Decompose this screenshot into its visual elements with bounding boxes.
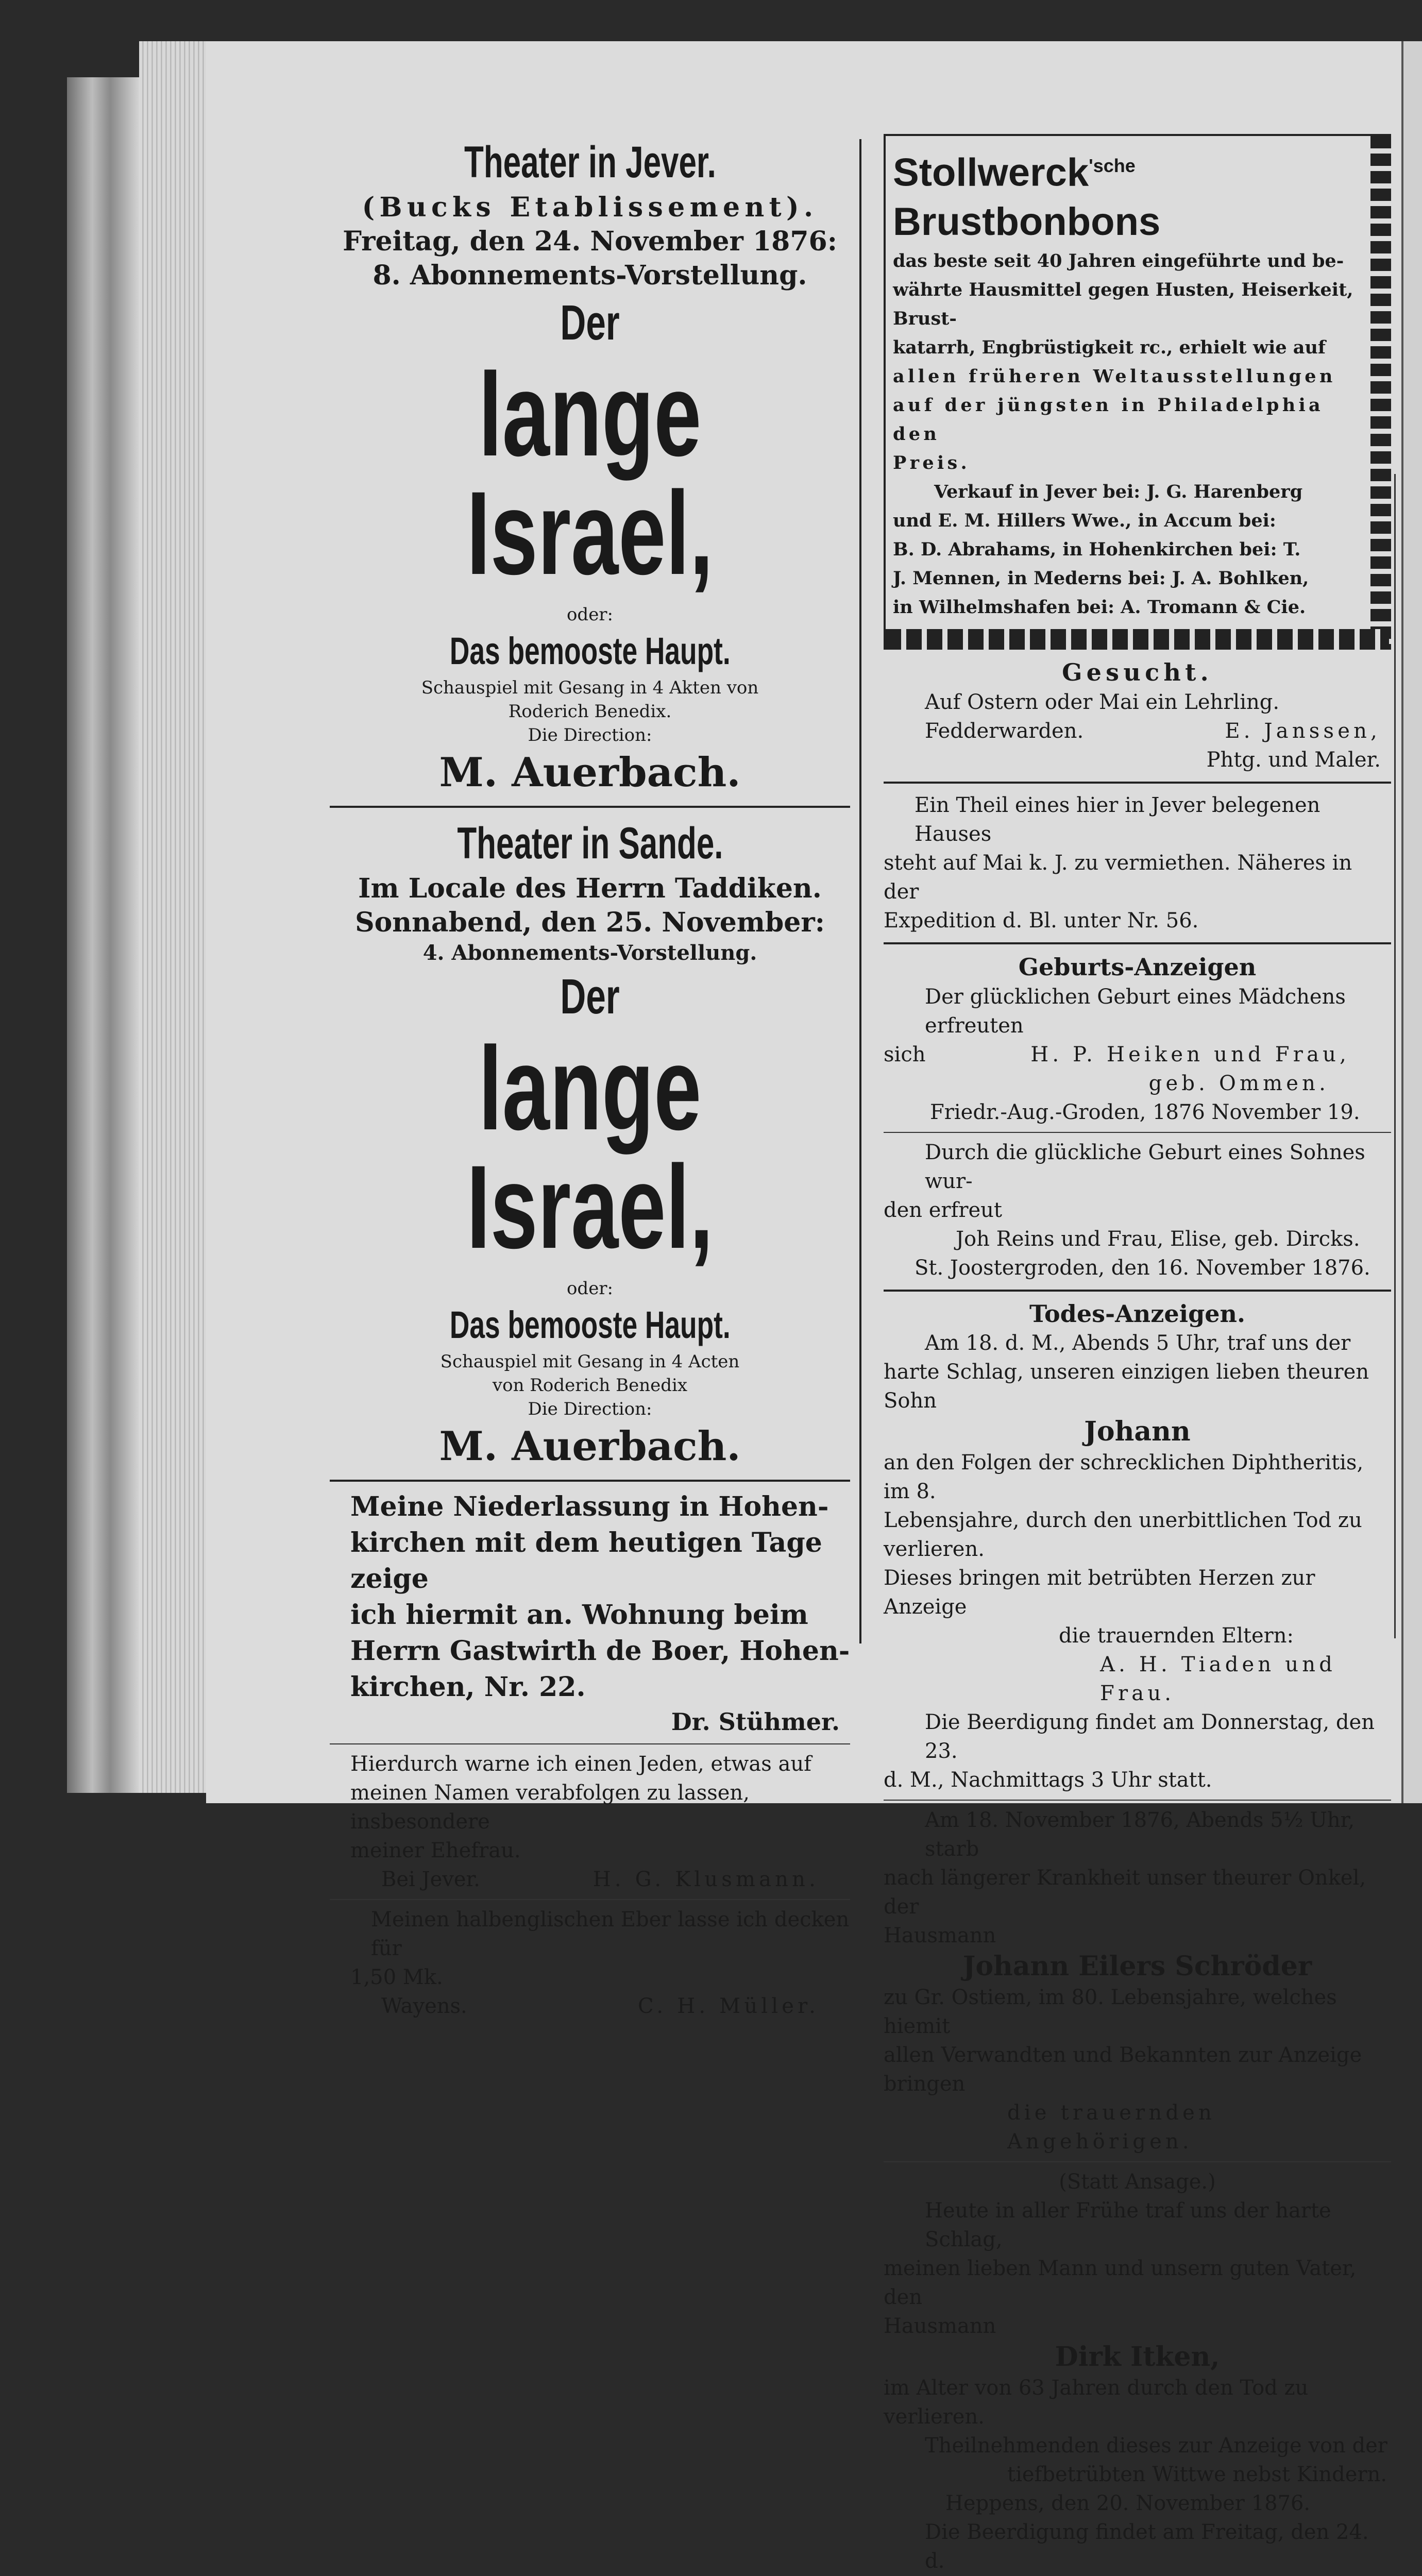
notice-line: Lebensjahre, durch den unerbittlichen Tod zu verlieren.	[884, 1509, 1362, 1562]
section-title: Todes-Anzeigen.	[1029, 1300, 1245, 1328]
ad-line: katarrh, Engbrüstigkeit rc., erhielt wie auf	[893, 337, 1326, 359]
notice-line: sich	[884, 1043, 926, 1067]
director-name: M. Auerbach.	[439, 1423, 741, 1470]
notice-place: Wayens.	[381, 1994, 467, 2018]
theater-jever-notice	[330, 134, 850, 799]
ad-title-product: Brustbonbons	[893, 200, 1161, 244]
notice-place-date: St. Joostergroden, den 16. November 1876.	[915, 1256, 1370, 1280]
play-article: Der	[560, 969, 620, 1024]
notice-line: Am 18. November 1876, Abends 5½ Uhr, starb	[925, 1808, 1355, 1861]
notice-line: Heute in aller Frühe traf uns der harte Schlag,	[925, 2199, 1331, 2252]
notice-line: d. M., Nachmittags 3 Uhr statt.	[884, 1768, 1212, 1792]
notice-title: Gesucht.	[1062, 658, 1213, 687]
notice-line: Am 18. d. M., Abends 5 Uhr, traf uns der	[925, 1331, 1351, 1355]
play-oder: oder:	[566, 604, 614, 625]
ad-line: und E. M. Hillers Wwe., in Accum bei:	[893, 510, 1276, 532]
decorative-border	[1370, 136, 1391, 648]
notice-line: kirchen mit dem heutigen Tage zeige	[350, 1527, 822, 1595]
notice-signature: die trauernden Angehörigen.	[1007, 2101, 1215, 2154]
play-title: lange Israel,	[466, 348, 714, 599]
notice-line: Meine Niederlassung in Hohen-	[350, 1491, 829, 1522]
notice-place-date: Friedr.-Aug.-Groden, 1876 November 19.	[930, 1100, 1360, 1125]
decorative-border	[886, 629, 1389, 650]
section-title: Geburts-Anzeigen	[1018, 953, 1257, 981]
notice-line: an den Folgen der schrecklichen Diphtheritis, im 8.	[884, 1451, 1364, 1504]
deceased-name: Johann	[1084, 1416, 1191, 1448]
notice-line: Hierdurch warne ich einen Jeden, etwas auf	[350, 1752, 811, 1776]
notice-line: Hausmann	[884, 2314, 996, 2338]
notice-line: meinen Namen verabfolgen zu lassen, insbesondere	[350, 1781, 750, 1834]
notice-venue: (Bucks Etablissement).	[362, 192, 818, 223]
column-rule	[859, 139, 861, 1643]
notice-place-date: Heppens, den 20. November 1876.	[945, 2492, 1311, 2516]
play-subtitle: Das bemooste Haupt.	[449, 630, 731, 672]
notice-signature: E. Janssen,	[1225, 719, 1381, 743]
section-divider	[884, 1132, 1391, 1133]
notice-signature: Dr. Stühmer.	[671, 1708, 840, 1736]
notice-trade: Phtg. und Maler.	[1206, 748, 1381, 772]
notice-line: nach längerer Krankheit unser theurer Onkel, der	[884, 1866, 1366, 1919]
notice-line: Hausmann	[884, 1924, 996, 1948]
house-rental-notice	[884, 791, 1391, 935]
ad-line: allen früheren Weltausstellungen	[893, 366, 1336, 387]
notice-title: Theater in Sande.	[456, 819, 723, 868]
notice-line: ich hiermit an. Wohnung beim	[350, 1599, 808, 1631]
notice-line: 1,50 Mk.	[350, 1965, 443, 1989]
notice-line: Ein Theil eines hier in Jever belegenen Hauses	[915, 793, 1321, 846]
stollwerck-advertisement	[884, 134, 1391, 650]
notice-line: meinen lieben Mann und unsern guten Vater, den	[884, 2257, 1357, 2310]
play-subtitle: Das bemooste Haupt.	[449, 1303, 731, 1346]
notice-line: meiner Ehefrau.	[350, 1839, 521, 1862]
notice-place: Bei Jever.	[381, 1868, 480, 1891]
section-divider	[330, 806, 850, 808]
notice-line: Durch die glückliche Geburt eines Sohnes wur-	[925, 1141, 1365, 1194]
direction-label: Die Direction:	[528, 725, 652, 745]
notice-signature: tiefbetrübten Wittwe nebst Kindern.	[1007, 2463, 1387, 2487]
ad-line: J. Mennen, in Mederns bei: J. A. Bohlken,	[893, 568, 1309, 589]
page-stack	[139, 41, 211, 1793]
ad-title-brand: Stollwerck	[893, 150, 1089, 195]
play-author: von Roderich Benedix	[492, 1375, 688, 1396]
death-announcements	[884, 1299, 1391, 2576]
notice-signature: H. G. Klusmann.	[592, 1868, 819, 1891]
notice-line: allen Verwandten und Bekannten zur Anzeige bringen	[884, 2043, 1362, 2096]
ad-line: auf der jüngsten in Philadelphia den	[893, 395, 1324, 445]
ad-line: das beste seit 40 Jahren eingeführte und be-	[893, 250, 1344, 272]
notice-line	[884, 2575, 1391, 2576]
notice-performance: 4. Abonnements-Vorstellung.	[422, 941, 757, 965]
notice-line: Auf Ostern oder Mai ein Lehrling.	[925, 690, 1280, 715]
warning-notice	[330, 1750, 850, 1894]
notice-line: Herrn Gastwirth de Boer, Hohen-	[350, 1635, 850, 1667]
ad-body	[893, 247, 1379, 622]
notice-line: (Statt Ansage.)	[1059, 2170, 1216, 2194]
ad-line: B. D. Abrahams, in Hohenkirchen bei: T.	[893, 539, 1301, 561]
page-border-rule	[1394, 474, 1396, 1638]
notice-line: die trauernden Eltern:	[1059, 1624, 1294, 1648]
deceased-name: Dirk Itken,	[1055, 2341, 1220, 2373]
birth-announcements	[884, 952, 1391, 1282]
notice-line: Expedition d. Bl. unter Nr. 56.	[884, 909, 1199, 933]
ad-line: währte Hausmittel gegen Husten, Heiserkeit, Brust-	[893, 279, 1353, 330]
notice-signature: C. H. Müller.	[638, 1994, 819, 2018]
book-edge	[67, 77, 139, 1793]
play-oder: oder:	[566, 1278, 614, 1299]
ad-line: in Wilhelmshafen bei: A. Tromann & Cie.	[893, 597, 1306, 618]
section-divider	[884, 1800, 1391, 1801]
play-author: Roderich Benedix.	[508, 701, 672, 722]
ad-title	[893, 141, 1379, 247]
left-column	[330, 134, 850, 2021]
notice-line: Die Beerdigung findet am Freitag, den 24. d.	[925, 2520, 1369, 2573]
section-divider	[884, 1290, 1391, 1292]
notice-line: steht auf Mai k. J. zu vermiethen. Näheres in der	[884, 851, 1352, 904]
wanted-notice	[884, 657, 1391, 774]
director-name: M. Auerbach.	[439, 749, 741, 796]
notice-line: im Alter von 63 Jahren durch den Tod zu verlieren.	[884, 2376, 1309, 2429]
notice-venue: Im Locale des Herrn Taddiken.	[358, 873, 822, 904]
notice-names: Joh Reins und Frau, Elise, geb. Dircks.	[956, 1227, 1360, 1251]
notice-performance: 8. Abonnements-Vorstellung.	[373, 260, 807, 291]
right-column	[884, 134, 1391, 2576]
play-title: lange Israel,	[466, 1022, 714, 1273]
section-divider	[330, 1743, 850, 1744]
doctor-notice	[330, 1489, 850, 1738]
notice-line: den erfreut	[884, 1198, 1002, 1223]
notice-title: Theater in Jever.	[464, 138, 716, 187]
notice-line: kirchen, Nr. 22.	[350, 1671, 586, 1703]
notice-names: H. P. Heiken und Frau,	[1030, 1043, 1350, 1067]
play-article: Der	[560, 295, 620, 350]
play-genre: Schauspiel mit Gesang in 4 Acten	[440, 1351, 740, 1372]
notice-line: harte Schlag, unseren einzigen lieben theuren Sohn	[884, 1360, 1369, 1413]
notice-line: Der glücklichen Geburt eines Mädchens erfreuten	[925, 985, 1346, 1038]
ad-line: Preis.	[893, 452, 971, 474]
notice-line: Theilnehmenden dieses zur Anzeige von der	[925, 2434, 1387, 2458]
notice-line: Die Beerdigung findet am Donnerstag, den 23.	[925, 1710, 1375, 1764]
notice-line: Dieses bringen mit betrübten Herzen zur Anzeige	[884, 1566, 1315, 1619]
notice-date: Freitag, den 24. November 1876:	[343, 226, 837, 257]
theater-sande-notice	[330, 815, 850, 1472]
section-divider	[884, 942, 1391, 944]
section-divider	[330, 1899, 850, 1900]
notice-date: Sonnabend, den 25. November:	[355, 907, 825, 938]
ad-title-suffix: 'sche	[1089, 155, 1136, 176]
ad-line: Verkauf in Jever bei: J. G. Harenberg	[934, 481, 1303, 503]
notice-names: geb. Ommen.	[1148, 1072, 1329, 1096]
section-divider	[884, 2161, 1391, 2162]
boar-notice	[330, 1905, 850, 2021]
direction-label: Die Direction:	[528, 1399, 652, 1419]
section-divider	[884, 782, 1391, 784]
notice-place: Fedderwarden.	[925, 719, 1084, 743]
next-page-edge	[1401, 41, 1422, 1803]
notice-line: zu Gr. Ostiem, im 80. Lebensjahre, welches hiemit	[884, 1986, 1337, 2039]
section-divider	[330, 1480, 850, 1482]
play-genre: Schauspiel mit Gesang in 4 Akten von	[421, 677, 759, 698]
deceased-name: Johann Eilers Schröder	[962, 1951, 1312, 1982]
notice-line: Meinen halbenglischen Eber lasse ich decken für	[371, 1908, 850, 1960]
notice-signature: A. H. Tiaden und Frau.	[1100, 1653, 1336, 1706]
